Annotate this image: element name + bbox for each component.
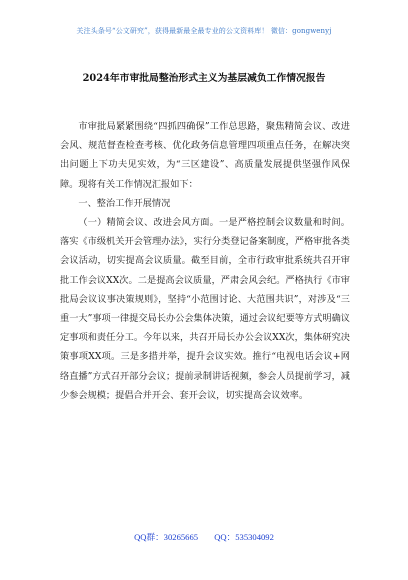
document-title: 2024年市审批局整治形式主义为基层减负工作情况报告 xyxy=(82,73,326,84)
section-paragraph: （一）精简会议、改进会风方面。一是严格控制会议数量和时间。落实《市级机关开会管理办法》，实行分类登记备案制度，严格审批各类会议活动，切实提高会议质量。截至目前，全市行政审批系统共召开审批工作会议XX次。二是提高会议质量，严肃会风会纪。严格执行《市审批局会议议事决策规则》，坚持“小范围讨论、大范围共识”，对涉及“三重一大”事项一律提交局长办公会集体决策，通过会议纪要等方式明确议定事项和责任分工。今年以来，共召开局长办公会议XX次，集体研究决策事项XX项。三是多措并举，提升会议实效。推行“电视电话会议+网络直播”方式召开部分会议；提前录制讲话视频，参会人员提前学习，减少参会规模；提倡合并开会、套开会议，切实提高会议效率。 xyxy=(60,217,350,401)
footer-qq-group: QQ群：30265665 xyxy=(134,532,199,542)
intro-paragraph: 市审批局紧紧围绕“四抓四确保”工作总思路，聚焦精简会议、改进会风、规范督查检查考核、优化政务信息管理四项重点任务，在解决突出问题上下功夫见实效，为“三区建设”、高质量发展提供坚强作风保障。现将有关工作情况汇报如下： xyxy=(60,121,350,190)
footer-contacts xyxy=(0,531,408,543)
header-banner: 关注头条号“公文研究”，获得最新最全最专业的公文资料库！ 微信：gongwenyj xyxy=(76,27,332,35)
section-heading: 一、整治工作开展情况 xyxy=(78,197,171,209)
document-body xyxy=(60,117,350,405)
footer-qq: QQ：535304092 xyxy=(214,532,274,542)
